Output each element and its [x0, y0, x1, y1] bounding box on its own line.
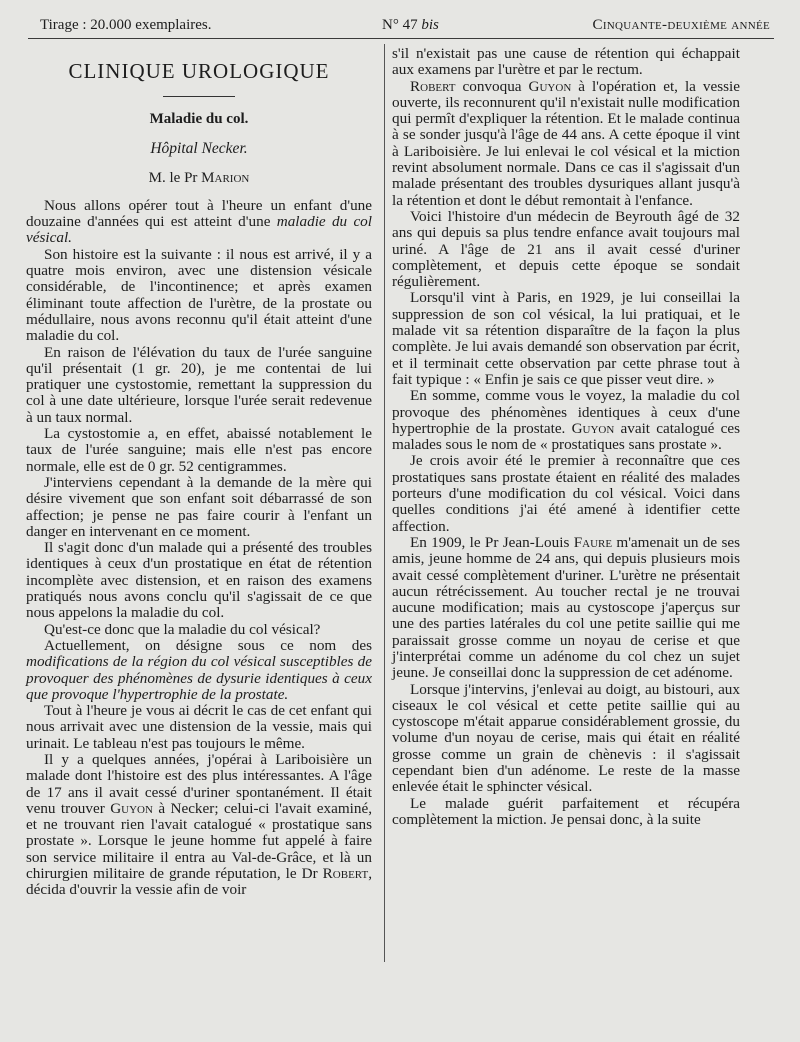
text-run: modifications de la région du col vésical susceptibles de provoquer des phénomènes de dysurie identiques à ceux que provoque l'hypertrophie de la prostate.	[26, 653, 372, 703]
paragraph	[26, 426, 372, 475]
title-divider	[163, 96, 235, 97]
text-run: La cystostomie a, en effet, abaissé notablement le taux de l'urée sanguine; mais elle n'est pas encore normale, elle est de 0 gr. 52 centigrammes.	[26, 425, 372, 475]
text-run: Nous allons opérer tout à l'heure un enfant d'une douzaine d'années qui est atteint d'une	[26, 196, 372, 231]
paragraph	[26, 247, 372, 345]
text-run: m'amenait un de ses amis, jeune homme de 24 ans, qui depuis plusieurs mois avait cessé complètement d'uriner. L'urètre ne présentait aucun rétrécissement. Au toucher rectal je ne trouvai aucune modification; mais au cystoscope j'aperçus sur une des parties latérales du col une petite saillie qui me paraissait grosse comme un noyau de cerise et que j'interprétai comme un adénome du col chez un sujet jeune. Je conseillai donc la suppression de cet adénome.	[392, 533, 741, 682]
text-run: Faure	[573, 533, 613, 551]
left-body-text	[26, 198, 372, 899]
text-run: En somme, comme vous le voyez, la maladie du col provoque des phénomènes identiques à ceux d'une hypertrophie de la prostate.	[392, 387, 740, 437]
volume-year-label: Cinquante-deuxième année	[592, 17, 770, 33]
paragraph	[26, 345, 372, 426]
text-run: Je crois avoir été le premier à reconnaître que ces prostatiques sans prostate étaient en réalité des malades porteurs d'une modification du col vésical. Voici dans quelles conditions j'ai été amené à identifier cette affection.	[392, 452, 740, 535]
text-run: convoqua	[455, 77, 529, 95]
text-run: Tout à l'heure je vous ai décrit le cas de cet enfant qui nous arrivait avec une distension de la vessie, mais qui urinait. Le tableau n'est pas toujours le même.	[26, 702, 372, 752]
print-run-label: Tirage : 20.000 exemplaires.	[40, 17, 212, 33]
text-run: Guyon	[571, 419, 615, 437]
column-divider	[384, 44, 385, 962]
hospital-name: Hôpital Necker.	[150, 140, 248, 158]
article-title: CLINIQUE UROLOGIQUE	[68, 59, 330, 83]
text-run: En raison de l'élévation du taux de l'urée sanguine qu'il présentait (1 gr. 20), je me contentai de lui pratiquer une cystostomie, remettant la suppression du col à une date ultérieure, lorsque l'urée serait redevenue à un taux normal.	[26, 343, 372, 426]
text-run: Il s'agit donc d'un malade qui a présenté des troubles identiques à ceux d'un prostatique en état de rétention incomplète avec distension, et en raison des examens pratiqués nous avons conclu qu'il s'agissait de ce que nous appelons la maladie du col.	[26, 539, 372, 622]
text-run: Actuellement, on désigne sous ce nom des	[44, 636, 372, 654]
author-prefix: M. le Pr	[148, 169, 202, 186]
left-column	[26, 46, 372, 899]
issue-number	[382, 12, 439, 38]
text-run: Le malade guérit parfaitement et récupéra complètement la miction. Je pensai donc, à la suite	[392, 794, 740, 828]
text-run: En 1909, le Pr Jean-Louis	[410, 533, 574, 551]
text-run: avait catalogué ces malades sous le nom de « prostatiques sans prostate ».	[392, 419, 740, 454]
text-run: à Necker; celui-ci l'avait examiné, et ne trouvant rien l'avait catalogué « prostatique sans prostate ». Lorsque le jeune homme fut appelé à faire son service militaire il entra au Val-de-Grâce, et là un chirurgien militaire de grande réputation, le Dr	[26, 799, 372, 883]
text-run: Lorsqu'il vint à Paris, en 1929, je lui conseillai la suppression de son col vésical, la lui pratiquai, et le malade vit sa rétention disparaître de la façon la plus complète. Je lui avais demandé son observation par écrit, et il terminait cette observation par cette phrase tout à fait typique : « Enfin je sais ce que pisser veut dire. »	[392, 289, 740, 388]
right-column	[392, 46, 740, 828]
text-run: à l'opération et, la vessie ouverte, ils reconnurent qu'il n'existait nulle modification qui permît d'expliquer la rétention. Et le malade continua à se sonder jusqu'à l'âge de 44 ans. A cette époque il vint à Lariboisière. Je lui enlevai le col vésical et la miction revint absolument normale. Dans ce cas il s'agissait d'un malade présentant des troubles dysuriques allant jusqu'à la rétention et dont le début remontait à l'enfance.	[392, 77, 740, 209]
right-body-text	[392, 46, 740, 828]
text-run: J'interviens cependant à la demande de la mère qui désire vivement que son enfant soit débarrassé de son affection; je pense ne pas faire courir à l'enfant un danger en intervenant en ce moment.	[26, 473, 372, 540]
paragraph	[392, 453, 740, 534]
paragraph	[26, 540, 372, 621]
paragraph	[26, 622, 372, 638]
article-subtitle: Maladie du col.	[149, 111, 249, 127]
paragraph	[392, 682, 740, 796]
text-run: Guyon	[528, 77, 572, 95]
paragraph	[26, 475, 372, 540]
paragraph	[26, 703, 372, 752]
text-run: s'il n'existait pas une cause de rétention qui échappait aux examens par l'urètre et par le rectum.	[392, 45, 740, 79]
paragraph	[26, 638, 372, 703]
issue-number-value: N° 47	[382, 17, 418, 33]
paragraph	[392, 290, 740, 388]
text-run: Robert	[322, 865, 369, 883]
text-run: Qu'est-ce donc que la maladie du col vésical?	[44, 620, 321, 638]
paragraph	[392, 79, 740, 209]
paragraph	[392, 796, 740, 829]
running-header	[28, 12, 774, 39]
issue-bis: bis	[421, 17, 439, 33]
author-line	[26, 170, 372, 186]
paragraph	[392, 46, 740, 79]
text-run: Son histoire est la suivante : il nous est arrivé, il y a quatre mois environ, avec une distension vésicale considérable, de l'incontinence; et après examen éliminant toute affection de l'urètre, de la prostate ou médullaire, nous avons reconnu qu'il était atteint d'une maladie du col.	[26, 245, 372, 345]
text-run: maladie du col vésical.	[26, 213, 372, 247]
paragraph	[26, 752, 372, 899]
paragraph	[392, 535, 740, 682]
text-run: Guyon	[110, 799, 153, 817]
text-run: Robert	[410, 77, 456, 95]
text-run: Voici l'histoire d'un médecin de Beyrouth âgé de 32 ans qui depuis sa plus tendre enfance avait toujours mal uriné. A l'âge de 21 ans il avait cessé d'uriner complètement, et depuis cette époque se sondait régulièrement.	[392, 207, 740, 291]
paragraph	[392, 209, 740, 290]
text-run: Lorsque j'intervins, j'enlevai au doigt, au bistouri, aux ciseaux le col vésical et cette petite saillie qui au cystoscope m'était apparue considérablement grossie, du volume d'un noyau de cerise, mais qui était en réalité grosse comme un grain de chènevis : il s'agissait cependant bien d'un adénome. Le reste de la masse enlevée était le sphincter vésical.	[392, 680, 740, 796]
text-run: Il y a quelques années, j'opérai à Lariboisière un malade dont l'histoire est des plus intéressantes. A l'âge de 17 ans il avait cessé d'uriner spontanément. Il était venu trouver	[26, 750, 372, 817]
paragraph	[26, 198, 372, 247]
text-run: , décida d'ouvrir la vessie afin de voir	[26, 865, 372, 899]
author-name: Marion	[201, 169, 250, 186]
paragraph	[392, 388, 740, 453]
